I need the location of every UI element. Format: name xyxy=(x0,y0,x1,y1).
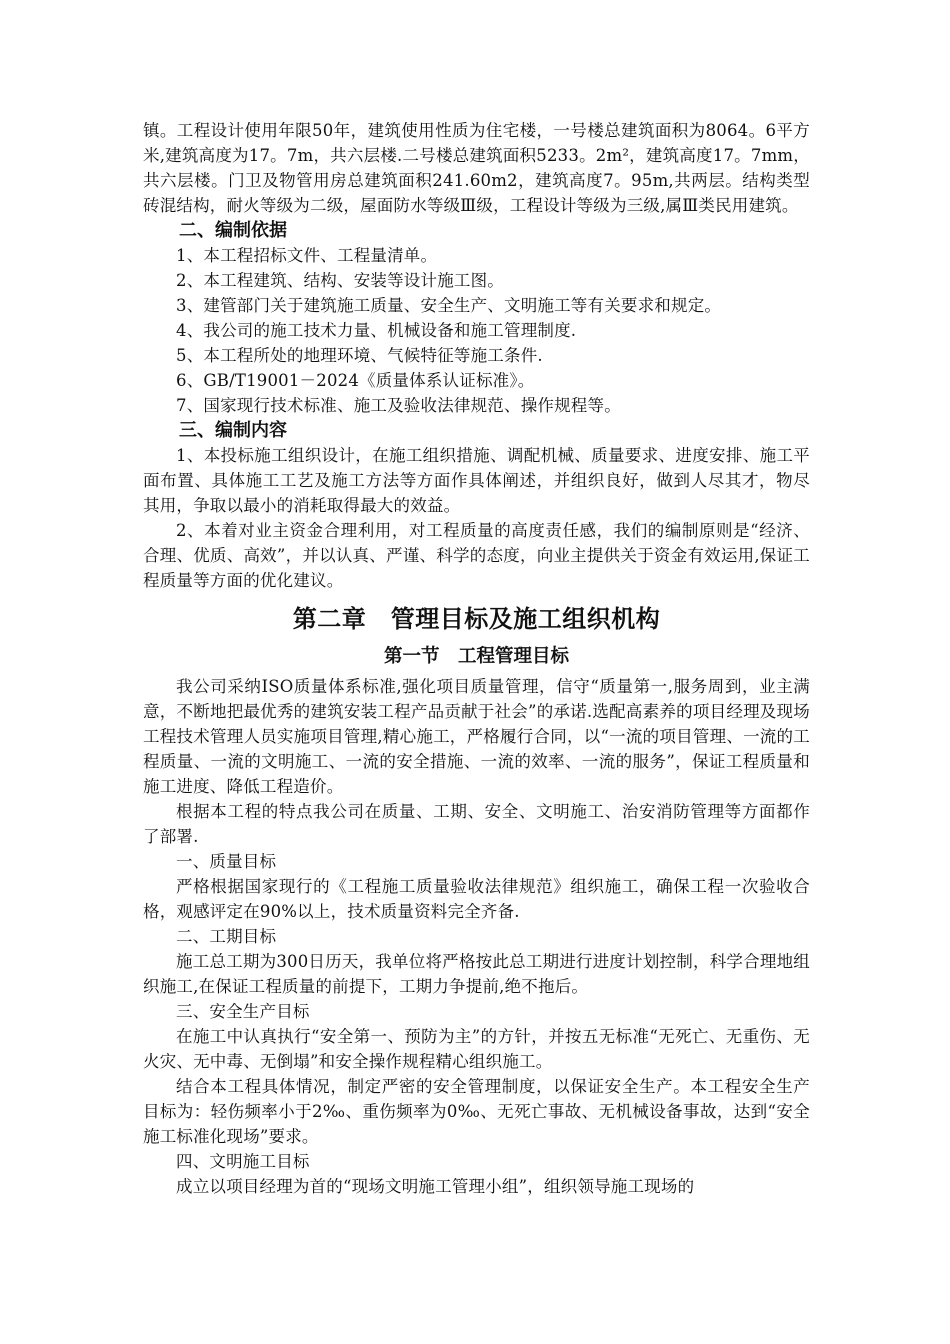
safety-goal-title: 三、安全生产目标 xyxy=(176,1002,310,1021)
schedule-goal-title: 二、工期目标 xyxy=(176,927,277,946)
schedule-goal-text: 施工总工期为300日历天，我单位将严格按此总工期进行进度计划控制，科学合理地组织施工,在保证工程质量的前提下，工期力争提前,绝不拖后。 xyxy=(143,952,810,996)
content-paragraph-1: 1、本投标施工组织设计，在施工组织措施、调配机械、质量要求、进度安排、施工平面布置、具体施工工艺及施工方法等方面作具体阐述，并组织良好，做到人尽其才，物尽其用，争取以最小的消耗取得最大的效益。 xyxy=(143,446,810,515)
safety-goal-text-1: 在施工中认真执行“安全第一、预防为主”的方针，并按五无标准“无死亡、无重伤、无火灾、无中毒、无倒塌”和安全操作规程精心组织施工。 xyxy=(143,1027,810,1071)
basis-item-1: 1、本工程招标文件、工程量清单。 xyxy=(176,246,438,265)
page-content xyxy=(143,118,810,1199)
basis-item-2: 2、本工程建筑、结构、安装等设计施工图。 xyxy=(176,271,504,290)
quality-goal-title: 一、质量目标 xyxy=(176,852,277,871)
content-paragraph-2: 2、本着对业主资金合理利用，对工程质量的高度责任感，我们的编制原则是“经济、合理、优质、高效”，并以认真、严谨、科学的态度，向业主提供关于资金有效运用,保证工程质量等方面的优化建议。 xyxy=(143,521,810,590)
civil-construction-goal-title: 四、文明施工目标 xyxy=(176,1152,310,1171)
chapter-title: 第二章 管理目标及施工组织机构 xyxy=(292,605,661,633)
basis-item-4: 4、我公司的施工技术力量、机械设备和施工管理制度. xyxy=(176,321,577,340)
content-heading: 三、编制内容 xyxy=(179,420,287,441)
safety-goal-text-2: 结合本工程具体情况，制定严密的安全管理制度，以保证安全生产。本工程安全生产目标为：轻伤频率小于2‰、重伤频率为0‰、无死亡事故、无机械设备事故，达到“安全施工标准化现场”要求。 xyxy=(143,1077,810,1146)
basis-item-5: 5、本工程所处的地理环境、气候特征等施工条件. xyxy=(176,346,543,365)
basis-item-6: 6、GB/T19001－2024《质量体系认证标准》。 xyxy=(176,371,535,390)
deployment-paragraph: 根据本工程的特点我公司在质量、工期、安全、文明施工、治安消防管理等方面都作了部署. xyxy=(143,802,810,846)
project-overview-paragraph: 镇。工程设计使用年限50年，建筑使用性质为住宅楼，一号楼总建筑面积为8064。6平方米,建筑高度为17。7m，共六层楼.二号楼总建筑面积5233。2m²，建筑高度17。7mm，共六层楼。门卫及物管用房总建筑面积241.60m2，建筑高度7。95m,共两层。结构类型砖混结构，耐火等级为二级，屋面防水等级Ⅲ级，工程设计等级为三级,属Ⅲ类民用建筑。 xyxy=(143,121,810,215)
section-title: 第一节 工程管理目标 xyxy=(383,646,569,667)
basis-item-7: 7、国家现行技术标准、施工及验收法律规范、操作规程等。 xyxy=(176,396,621,415)
management-goal-paragraph: 我公司采纳ISO质量体系标准,强化项目质量管理，信守“质量第一,服务周到，业主满意，不断地把最优秀的建筑安装工程产品贡献于社会”的承诺.选配高素养的项目经理及现场工程技术管理人员实施项目管理,精心施工，严格履行合同，以“一流的项目管理、一流的工程质量、一流的文明施工、一流的安全措施、一流的效率、一流的服务”，保证工程质量和施工进度、降低工程造价。 xyxy=(143,677,810,796)
quality-goal-text: 严格根据国家现行的《工程施工质量验收法律规范》组织施工，确保工程一次验收合格，观感评定在90%以上，技术质量资料完全齐备. xyxy=(143,877,810,921)
basis-heading: 二、编制依据 xyxy=(179,220,287,241)
civil-construction-goal-text: 成立以项目经理为首的“现场文明施工管理小组”，组织领导施工现场的 xyxy=(176,1177,695,1196)
basis-item-3: 3、建管部门关于建筑施工质量、安全生产、文明施工等有关要求和规定。 xyxy=(176,296,722,315)
